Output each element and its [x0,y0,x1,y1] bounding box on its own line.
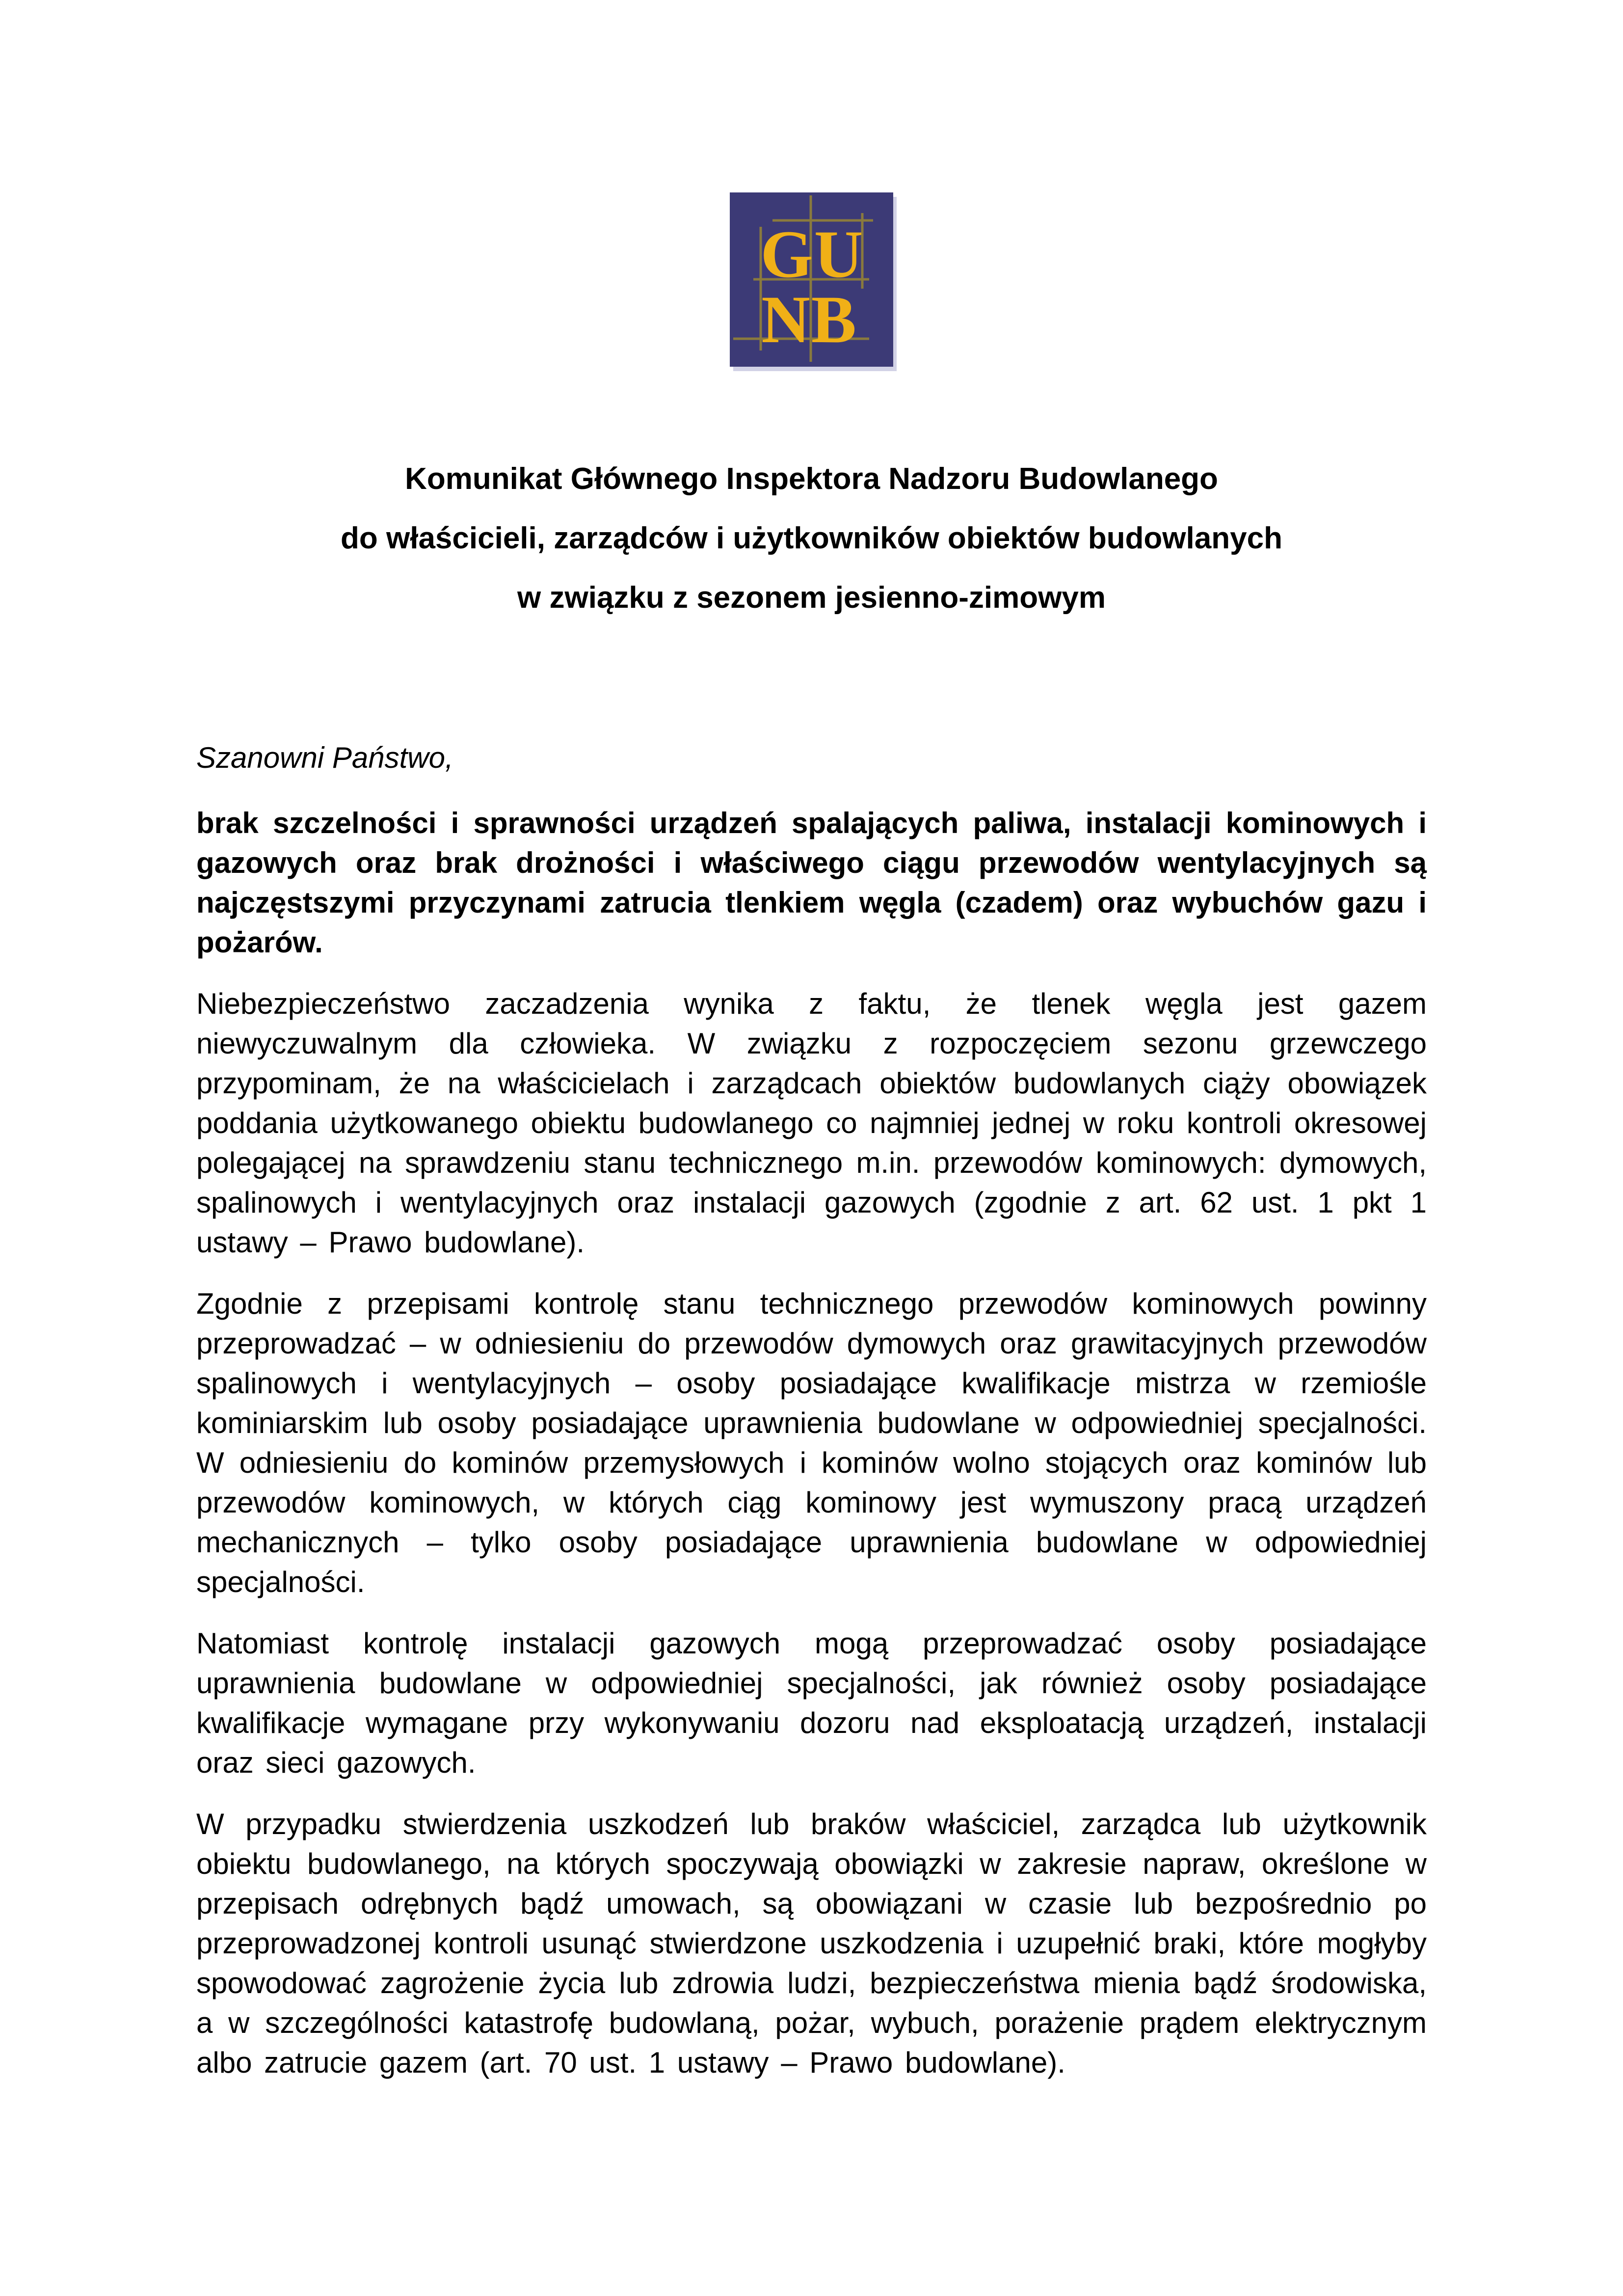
title-line-2: do właścicieli, zarządców i użytkowników obiektów budowlanych [341,521,1282,555]
logo-letters-top: GU [760,216,864,292]
logo-letters-bottom: NB [761,282,857,357]
body-paragraph-4: W przypadku stwierdzenia uszkodzeń lub braków właściciel, zarządca lub użytkownik obiektu budowlanego, na których spoczywają obowiązki w zakresie napraw, określone w przepisach odrębnych bądź umowach, są obowiązani w czasie lub bezpośrednio po przeprowadzonej kontroli usunąć stwierdzone uszkodzenia i uzupełnić braki, które mogłyby spowodować zagrożenie życia lub zdrowia ludzi, bezpieczeństwa mienia bądź środowiska, a w szczególności katastrofę budowlaną, pożar, wybuch, porażenie prądem elektrycznym albo zatrucie gazem (art. 70 ust. 1 ustawy – Prawo budowlane). [196,1808,1427,2079]
salutation: Szanowni Państwo, [196,741,453,774]
gunb-logo-graphic [730,192,893,367]
body-paragraph-2: Zgodnie z przepisami kontrolę stanu technicznego przewodów kominowych powinny przeprowadzać – w odniesieniu do przewodów dymowych oraz grawitacyjnych przewodów spalinowych i wentylacyjnych – osoby posiadające kwalifikacje mistrza w rzemiośle kominiarskim lub osoby posiadające uprawnienia budowlane w odpowiedniej specjalności. W odniesieniu do kominów przemysłowych i kominów wolno stojących oraz kominów lub przewodów kominowych, w których ciąg kominowy jest wymuszony pracą urządzeń mechanicznych – tylko osoby posiadające uprawnienia budowlane w odpowiedniej specjalności. [196,1287,1427,1598]
lead-paragraph: brak szczelności i sprawności urządzeń spalających paliwa, instalacji kominowych i gazowych oraz brak drożności i właściwego ciągu przewodów wentylacyjnych są najczęstszymi przyczynami zatrucia tlenkiem węgla (czadem) oraz wybuchów gazu i pożarów. [196,807,1427,959]
body-paragraph-3: Natomiast kontrolę instalacji gazowych mogą przeprowadzać osoby posiadające uprawnienia budowlane w odpowiedniej specjalności, jak również osoby posiadające kwalifikacje wymagane przy wykonywaniu dozoru nad eksploatacją urządzeń, instalacji oraz sieci gazowych. [196,1627,1427,1779]
title-line-3: w związku z sezonem jesienno-zimowym [517,581,1106,615]
document-title [196,449,1427,627]
gunb-logo [730,192,893,367]
title-line-1: Komunikat Głównego Inspektora Nadzoru Budowlanego [405,462,1218,496]
body-paragraph-1: Niebezpieczeństwo zaczadzenia wynika z faktu, że tlenek węgla jest gazem niewyczuwalnym dla człowieka. W związku z rozpoczęciem sezonu grzewczego przypominam, że na właścicielach i zarządcach obiektów budowlanych ciąży obowiązek poddania użytkowanego obiektu budowlanego co najmniej jednej w roku kontroli okresowej polegającej na sprawdzeniu stanu technicznego m.in. przewodów kominowych: dymowych, spalinowych i wentylacyjnych oraz instalacji gazowych (zgodnie z art. 62 ust. 1 pkt 1 ustawy – Prawo budowlane). [196,987,1427,1259]
